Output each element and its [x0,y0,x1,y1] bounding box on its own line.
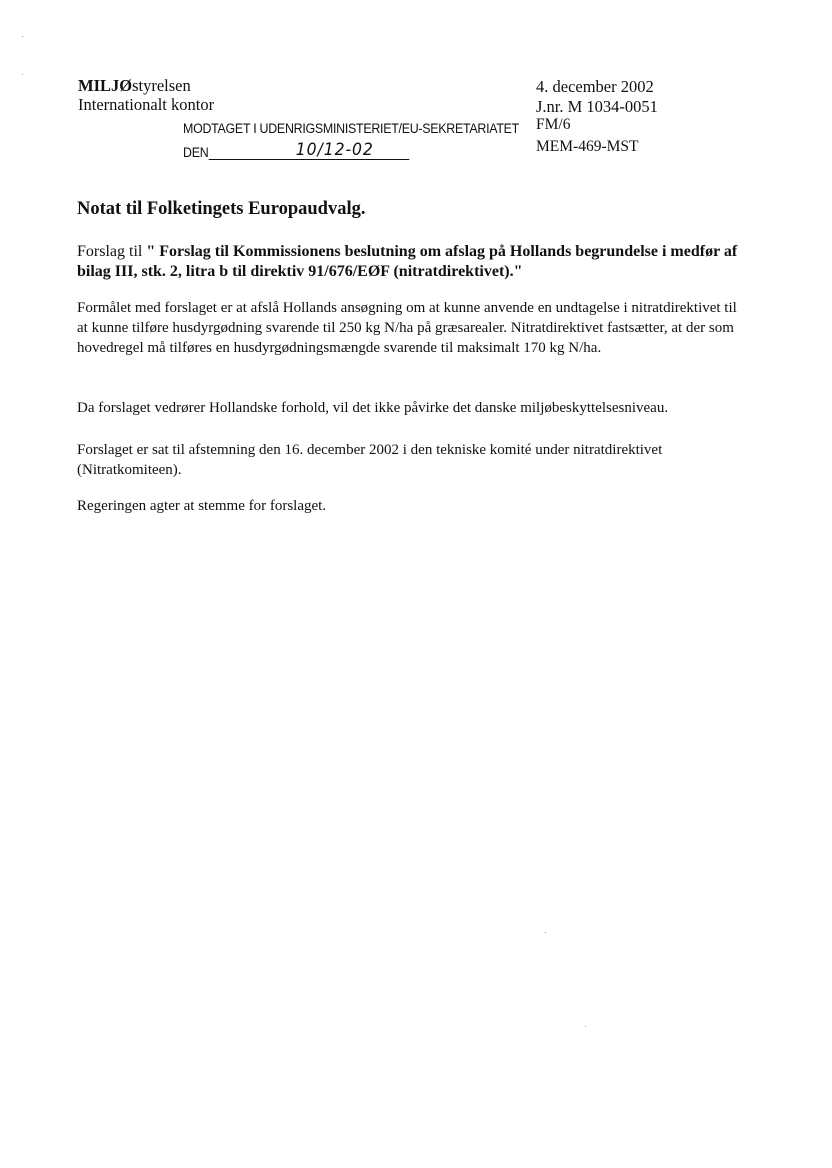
proposal-paragraph [77,242,749,282]
impact-paragraph: Da forslaget vedrører Hollandske forhold, vil det ikke påvirke det danske miljøbeskyttelsesniveau. [77,400,669,416]
reference-block [536,77,658,157]
reference-mem: MEM-469-MST [536,138,639,155]
organization-name-rest: styrelsen [132,76,191,95]
proposal-prefix: Forslag til [77,243,147,260]
purpose-paragraph: Formålet med forslaget er at afslå Hollands ansøgning om at kunne anvende en undtagelse i nitratdirektivet til at kunne tilføre husdyrgødning svarende til 250 kg N/ha på græsarealer. Nitratdirektivet fastsætter, at der som hovedregel må tilføres en husdyrgødningsmængde svarende til maksimalt 170 kg N/ha. [77,300,737,356]
reference-fm: FM/6 [536,116,571,133]
organization-name [78,76,214,95]
received-stamp [183,121,519,160]
received-stamp-text: MODTAGET I UDENRIGSMINISTERIET/EU-SEKRETARIATET [183,121,519,136]
received-stamp-underline [208,140,409,160]
scan-speck [585,1026,586,1027]
handwritten-date: 10/12-02 [295,140,374,160]
sender-block [78,76,214,114]
scan-speck [22,36,23,37]
document-date: 4. december 2002 [536,77,654,96]
document-title: Notat til Folketingets Europaudvalg. [77,199,366,219]
organization-name-bold: MILJØ [78,76,133,95]
government-position-paragraph: Regeringen agter at stemme for forslaget. [77,498,327,514]
received-stamp-date-line [183,140,519,160]
department-name: Internationalt kontor [78,95,215,114]
journal-number: J.nr. M 1034-0051 [536,97,658,116]
scan-speck [22,74,23,75]
vote-paragraph: Forslaget er sat til afstemning den 16. december 2002 i den tekniske komité under nitratdirektivet (Nitratkomiteen). [77,442,663,478]
received-stamp-den-label: DEN [183,145,209,160]
scan-speck [545,932,546,933]
proposal-title: " Forslag til Kommissionens beslutning om afslag på Hollands begrundelse i medfør af bilag III, stk. 2, litra b til direktiv 91/676/EØF (nitratdirektivet)." [77,243,738,280]
